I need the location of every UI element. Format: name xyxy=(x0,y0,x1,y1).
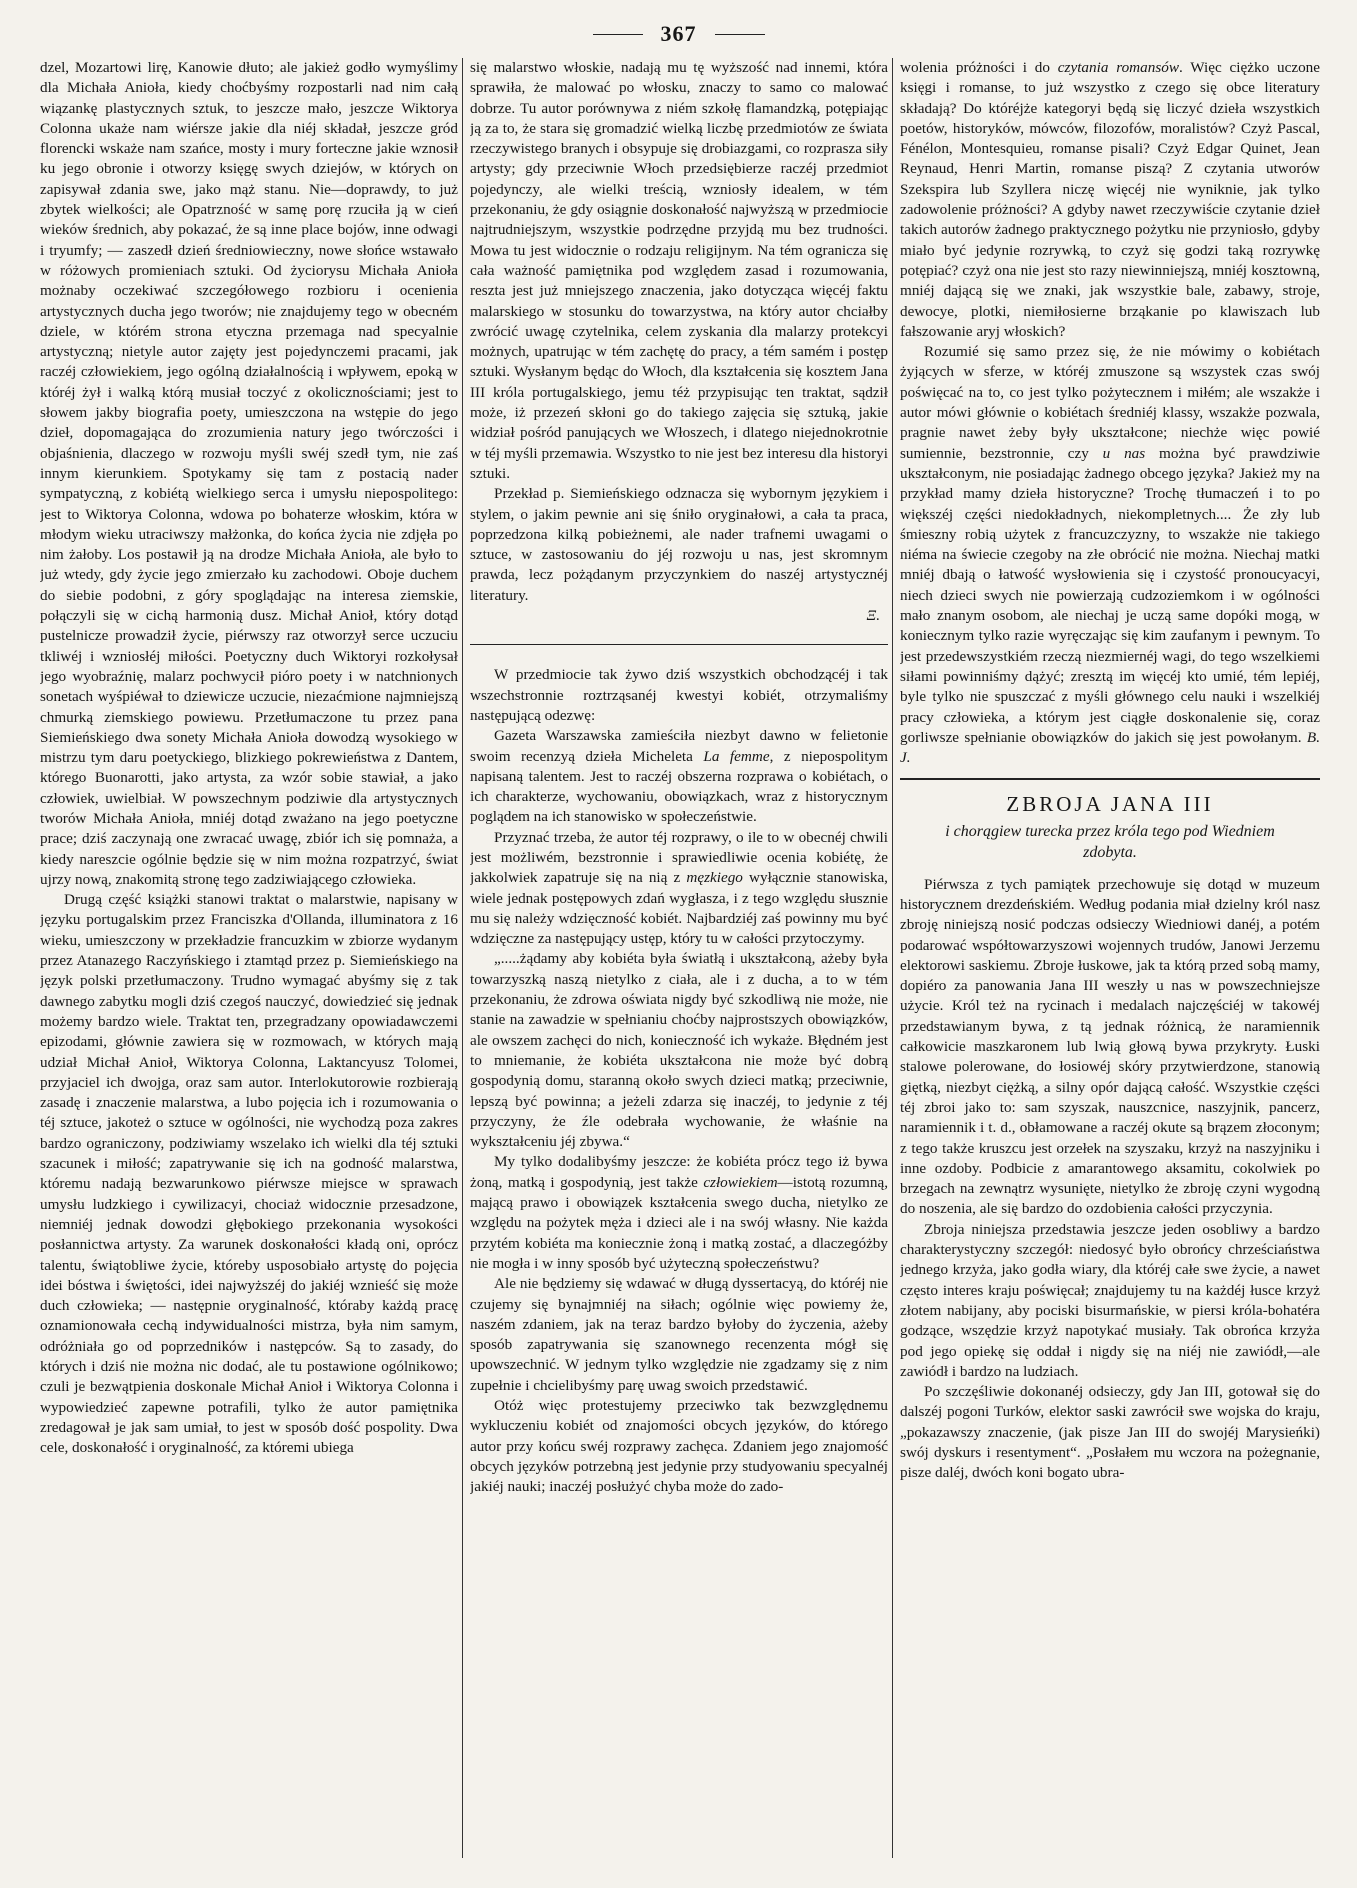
paragraph xyxy=(900,58,1320,342)
column-2 xyxy=(470,58,888,1858)
italic-word: u nas xyxy=(1102,444,1146,462)
paragraph: W przedmiocie tak żywo dziś wszystkich obchodzącéj i tak wszechstronnie roztrząsanéj kwestyi kobiét, otrzymaliśmy następującą odezwę: xyxy=(470,666,888,724)
header-rule-right xyxy=(715,34,765,35)
column-3 xyxy=(900,58,1320,1858)
article-signature: Ξ. xyxy=(866,607,880,625)
page-header xyxy=(0,14,1357,54)
column-1 xyxy=(40,58,458,1858)
article-separator xyxy=(470,644,888,645)
text-run: można być prawdziwie ukształconym, nie posiadając żadnego obcego języka? Jakież my na przykład mamy dzieła historyczne? Trochę tłumaczeń i to po większéj części niedokładnych, niekompletnych.... Że zły lub śmieszny robią użytek z francuzczyzny, to wszakże nie takiego niéma na świecie czegoby na złe obrócić nie można. Niechaj matki mniéj dbają o łatwość wysłowienia się i czystość pronoucyacyi, niech dzieci swych nie powierzają cudzoziemkom i w ogólności mało znanym osobom, ale niechaj je uczą same dopóki mogą, w koniecznym tylko razie wyręczając się kim zaufanym i pewnym. To jest przedewszystkiém rzeczą niezmiernéj wagi, do tego wszelkiemi siłami powinniśmy dążyć; zresztą im więcéj kto umié, tém lepiéj, byle tylko nie spuszczać z myśli głównego celu nauki i wszelkiéj pracy człowieka, a którym jest ciągłe doskonalenie się, coraz gorliwsze spełnianie obowiązków do jakich się jest powołanym. xyxy=(900,444,1320,746)
paragraph xyxy=(470,726,888,827)
column-divider xyxy=(462,58,463,1858)
paragraph: Otóż więc protestujemy przeciwko tak bezwzględnemu wykluczeniu kobiét od znajomości obcych języków, do którego autor przy końcu swéj rozprawy zachęca. Zdaniem jego znajomość obcych języków potrzebną jest jedynie przy studyowaniu specyalnéj jakiéj nauki; inaczéj posłużyć chyba może do zado- xyxy=(470,1397,888,1496)
paragraph xyxy=(470,1152,888,1274)
italic-word: męzkiego xyxy=(686,869,743,887)
text-run: Rozumié się samo przez się, że nie mówimy o kobiétach żyjących w sferze, w któréj zmuszone są wszystek czas swój poświęcać na to, co jest tylko pożytecznem i miłém; ale wszakże i autor mówi głównie o kobiétach średniéj klassy, wszakże pozwala, pragnie nawet żeby były ukształcone; niechże więc powié sumiennie, bezstronnie, czy xyxy=(900,343,1320,462)
text-run: My tylko dodalibyśmy jeszcze: że kobiéta prócz tego iż bywa żoną, matką i gospodynią, jest także xyxy=(470,1153,888,1191)
header-rule-left xyxy=(593,34,643,35)
paragraph: Zbroja niniejsza przedstawia jeszcze jeden osobliwy a bardzo charakterystyczny szczegół: niedosyć było obrońcy chrześciaństwa jednego krzyża, jako godła wiary, dla któréj całe swe życie, a nawet często interes kraju poświęcał; znajdujemy tu na każdéj łusce krzyż złotem nabijany, aby pociski bisurmańskie, w piersi króla-bohatéra godzące, wszędzie krzyż napotykać musiały. Tak obrońca krzyża pod jego opiekę się oddał i nigdy się na niéj nie zawiódł,—ale zawiódł i bardzo na ludziach. xyxy=(900,1220,1320,1380)
text-run: Gazeta Warszawska zamieściła niezbyt dawno w felietonie swoim recenzyą dzieła Micheleta xyxy=(470,727,888,765)
paragraph: dzel, Mozartowi lirę, Kanowie dłuto; ale jakież godło wymyślimy dla Michała Anioła, kiedy choćbyśmy rozpostarli nad nim całą wiązankę plastycznych sztuk, to jeszcze mało, jeszcze Wiktorya Colonna ukaże nam wiérsze jakie dla niéj składał, jeszcze gród florencki wskaże nam szańce, mosty i mury forteczne jakie wznosił ku jego obronie i otworzy księgę swych dziejów, w których on zapisywał zdania swe, jako mąż stanu. Nie—doprawdy, to już zbytek wielkości; ale Opatrzność w samę porę rzuciła ją w cień wieków średnich, aby pokazać, że są inne place bojów, inne odwagi i tryumfy; — zaszedł dzień średniowieczny, nowe słońce wstawało w różowych promieniach sztuki. Od życiorysu Michała Anioła możnaby oczekiwać szczegółowego rozbioru i ocenienia artystycznych ducha jego tworów; nie znajdujemy tego w obecném dziele, w którém strona etyczna przemaga nad specyalnie artystyczną; nietyle autor zajęty jest pojedynczemi pracami, jak raczéj człowiekiem, jego ogólną działalnością i wpływem, epoką w któréj żył i walką którą musiał toczyć z okolicznościami; jest to słowem jakby biografia poety, umieszczona na wstępie do jego dzieł, dopomagająca do zrozumienia natury jego twórczości i objaśnienia, dlaczego w rozwoju myśli swéj szedł tym, nie zaś innym kierunkiem. Spotykamy się tam z postacią nader sympatyczną, z kobiétą wielkiego serca i umysłu niepospolitego: jest to Wiktorya Colonna, wdowa po bohaterze włoskim, która w młodym wieku utraciwszy małżonka, do końca życia nie zdjęła po nim żałoby. Los postawił ją na drodze Michała Anioła, ale było to już wtedy, gdy życie jego zmierzało ku zachodowi. Oboje duchem do siebie podobni, z góry spoglądając na interesa ziemskie, połączyli się w cichą harmonią dusz. Michał Anioł, który dotąd pustelnicze prowadził życie, piérwszy raz otworzył serce uczuciu tkliwéj i wzniosłéj miłości. Poetyczny duch Wiktoryi rozkołysał jego wyobraźnię, malarz pochwycił pióro poety i w natchnionych sonetach wyśpiéwał to dziewicze uczucie, niezaćmione najmniejszą chmurką ziemskiego powiewu. Przetłumaczone tu przez pana Siemieńskiego dwa sonety Michała Anioła dowodzą wysokiego w mistrzu tym daru poetyckiego, blizkiego pokrewieństwa z Dantem, którego Buonarotti, jako artysta, za wzór sobie stawiał, a jako człowiek, uwielbiał. W powszechnym podziwie dla artystycznych tworów Michała Anioła, mniéj dotąd zważano na jego poetyczne prace; dziś zaczynają one zwracać uwagę, zbiór ich się pomnaża, a kiedy nareszcie ogólnie będzie się w nim można rozpatrzyć, świat ujrzy nową, znakomitą stronę tego zadziwiającego człowieka. xyxy=(40,59,458,888)
text-run: , z niepospolitym napisaną talentem. Jest to raczéj obszerna rozprawa o kobiétach, o ich charakterze, wychowaniu, obowiązkach, wraz z historycznym poglądem na ich stanowisko w społeczeństwie. xyxy=(470,747,888,826)
text-run: —istotą rozumną, mającą prawo i obowiązek kształcenia swego ducha, nietylko ze względu na pożytek męża i dzieci ale i na swój własny. Nie każda przytém kobiéta ma koniecznie żoną i matką zostać, a dlaczegóżby nie mogła i w inny sposób być użyteczną społeczeństwu? xyxy=(470,1173,888,1272)
article-signature: B. J. xyxy=(900,728,1320,767)
italic-word: człowiekiem xyxy=(703,1173,778,1191)
text-run: . Więc ciężko uczone księgi i romanse, to już wszystko z czego się obce literatury składają? Do któréjże kategoryi będą się liczyć dzieła wszystkich poetów, historyków, mówców, filozofów, moralistów? Czyż Pascal, Fénélon, Montesquieu, romanse pisali? Czyż Edgar Quinet, Jean Reynaud, Henri Martin, romanse piszą? Z czytania utworów Szekspira lub Szyllera niczę więcéj nie wyniknie, jak tylko zadowolenie próżności? A gdyby nawet rzeczywiście czytanie dzieł takich autorów żadnego praktycznego pożytku nie przyniosło, gdyby miało być jedynie rozrywką, to czyż się godzi taką rozrywkę potępiać? czyż ona nie jest sto razy niewinniejszą, mniéj kosztowną, mniéj dającą się we znaki, jak wszystkie bale, zabawy, stroje, dewocye, plotki, niemiłosierne brząkanie po klawiszach lub fałszowanie aryj włoskich? xyxy=(900,59,1320,340)
paragraph: Po szczęśliwie dokonanéj odsieczy, gdy Jan III, gotował się do dalszéj pogoni Turków, elektor saski zawrócił swe wojska do kraju, „pokazawszy znaczenie, (jak pisze Jan III do swojéj Marysieńki) swój dyskurs i resentyment“. „Posłałem mu wczora na pożegnanie, pisze daléj, dwóch koni bogato ubra- xyxy=(900,1383,1320,1482)
paragraph xyxy=(470,828,888,950)
text-run: wyłącznie stanowiska, wiele jednak postępowych zdań wygłasza, i z tego względu słusznie mu się należy wdzięczność kobiét. Najbardziéj zaś powinny mu być wdzięczne za następujący ustęp, który tu w całości przytoczymy. xyxy=(470,869,888,948)
paragraph: Przekład p. Siemieńskiego odznacza się wybornym językiem i stylem, o jakim pewnie ani się śniło oryginałowi, a cała ta praca, poprzedzona kilką pobieżnemi, ale nader trafnemi uwagami o sztuce, w zastosowaniu do jéj rozwoju u nas, jest skromnym prawda, lecz pożądanym przyczynkiem do naszéj artystycznéj literatury. xyxy=(470,485,888,604)
italic-phrase: czytania romansów xyxy=(1057,59,1179,76)
paragraph: się malarstwo włoskie, nadają mu tę wyższość nad innemi, która sprawiła, że malować po włosku, znaczy to samo co malować dobrze. Tu autor porównywa z niém szkołę flamandzką, potępiając ją za to, że stara się gromadzić wielką liczbę przedmiotów ze świata rzeczywistego branych i obsypuje się drobiazgami, co rozprasza siły artysty; gdy przeciwnie Włoch przedsiębierze raczéj przedmiot pojedynczy, ale wielki treścią, wzniosły idealem, w tém przekonaniu, że gdy osiągnie doskonałość najwyższą w przedmiocie najtrudniejszym, wszystkie podrzędne przyjdą mu bez trudności. Mowa tu jest widocznie o rodzaju religijnym. Na tém ogranicza się cała ważność pamiętnika pod względem zasad i rozumowania, reszta jest już mniejszego znaczenia, jako dotycząca więcéj faktu malarskiego w stosunku do towarzystwa, na który autor chciałby zwrócić uwagę czytelnika, celem zyskania dla malarzy protekcyi możnych, upatrując w tém zachętę do pracy, a tém samém i postęp sztuki. Wysłanym będąc do Włoch, dla kształcenia się kosztem Jana III króla portugalskiego, jemu téż przypisując ten traktat, sądził może, iż przezeń skłoni go do takiego zajęcia się sztuką, jakie widział pośród panujących we Włoszech, i dlatego niejednokrotnie w téj myśli przemawia. Wszystko to nie jest bez interesu dla historyi sztuki. xyxy=(470,59,888,482)
paragraph: Ale nie będziemy się wdawać w długą dyssertacyą, do któréj nie czujemy się bynajmniéj na siłach; ogólnie więc powiemy że, naszém zdaniem, jak na teraz bardzo byłoby do życzenia, ażeby sposób zapatrywania się szanownego recenzenta mógł się upowszechnić. W jednym tylko względzie nie zgadzamy się z nim zupełnie i chcielibyśmy parę uwag swoich przedstawić. xyxy=(470,1275,888,1394)
text-run: Przyznać trzeba, że autor téj rozprawy, o ile to w obecnéj chwili jest możliwém, bezstronnie i sprawiedliwie ocenia kobiétę, że jakkolwiek zapatruje się na nią z xyxy=(470,828,888,887)
article-title: ZBROJA JANA III xyxy=(1006,792,1214,817)
article-separator xyxy=(900,778,1320,780)
paragraph: Piérwsza z tych pamiątek przechowuje się dotąd w muzeum historycznem drezdeńskiém. Według podania miał dzielny król nasz zbroję niniejszą nosić podczas odsieczy Wiedniowi danéj, a potém podarować współtowarzyszowi wojennych trudów, Janowi Jerzemu elektorowi saskiemu. Zbroje łuskowe, jak ta którą przed sobą mamy, dopiéro za panowania Jana III weszły u nas w powszechniejsze użycie. Król też na rycinach i medalach najczęściéj w takowéj przedstawianym bywa, z tą jednak różnicą, że naramiennik całkowicie maszkaronem lub lwią głową bywa przykryty. Łuski stalowe polerowane, do łosiowéj skóry przytwierdzone, stanowią giętką, niezbyt ciężką, a silny opór dającą całość. Wszystkie części téj zbroi jako to: sam szyszak, nauszcnice, naszyjnik, pancerz, naramiennik i t. d., obłamowane a raczéj okute są brązem złoconym; z tego także kruszcu jest orzełek na szyszaku, krzyż na naszyjniku i inne ozdoby. Podbicie z amarantowego aksamitu, cokolwiek po brzegach na zewnątrz wysunięte, nietylko że zbroję czyni wygodną do noszenia, ale się bardzo do ozdobienia całości przyczynia. xyxy=(900,875,1320,1218)
quotation: „.....żądamy aby kobiéta była światłą i ukształconą, ażeby była towarzyszką naszą nietylko z ciała, ale i z ducha, a to w tém przekonaniu, że zdrowa oświata nigdy być szkodliwą nie może, nie stanie na zawadzie w spełnianiu choćby najprostszych obowiązków, ale owszem zachęci do nich, konieczność ich wykaże. Błędném jest to mniemanie, że kobiéta ukształcona nie może być dobrą gospodynią domu, staranną około swych dzieci matką; przeciwnie, lepszą być powinna; a jeżeli zdarza się inaczéj, to jedynie z téj przyczyny, że źle odebrała wychowanie, że właśnie na wykształceniu jéj zbywa.“ xyxy=(470,950,888,1151)
italic-title: La femme xyxy=(703,747,770,765)
paragraph xyxy=(900,342,1320,768)
article-subtitle: i chorągiew turecka przez króla tego pod Wiedniem zdobyta. xyxy=(945,822,1275,861)
page-number: 367 xyxy=(660,21,697,46)
column-divider xyxy=(892,58,893,1858)
paragraph: Drugą część książki stanowi traktat o malarstwie, napisany w języku portugalskim przez Franciszka d'Ollanda, illuminatora z 16 wieku, umieszczony w przekładzie francuzkim w zbiorze wydanym przez Atanazego Raczyńskiego i ztamtąd przez p. Siemieńskiego na język polski przetłumaczony. Trudno wymagać abyśmy się z tak dawnego zabytku mogli dziś czegoś nauczyć, dowiedzieć się jednak możemy bardzo wiele. Traktat ten, przegradzany opowiadawczemi epizodami, głównie zawiera się w rozmowach, w których mają udział Michał Anioł, Wiktorya Colonna, Laktancyusz Tolomei, przyjaciel ich dwojga, oraz sam autor. Interlokutorowie rozbierają zasadę i znaczenie malarstwa, a lubo pojęcia ich i rozumowania o téj sztuce, jakoteż o sztuce w ogólności, nie wychodzą poza zakres bardzo ograniczony, podziwiamy wszelako ich wielki dla téj sztuki szacunek i miłość; zapatrywanie się ich na godność malarstwa, któremu nadają bezwarunkowo piérwsze miejsce w sprawach umysłu ludzkiego i cywilizacyi, chociaż widocznie przesadzone, niemniéj jednak dowodzi głębokiego przekonania wysokości posłannictwa artysty. Za warunek doskonałości kładą oni, oprócz talentu, świątobliwe życie, któreby usposobiało artystę do pojęcia idei bóstwa i świętości, idei najwyższéj do jakiéj wznieść się może duch człowieka; — następnie oryginalność, któraby każdą pracę oznamionowała cechą indywidualności mistrza, była nim samym, odróżniała go od poprzedników i następców. Są to zasady, do których i dziś nie można nic dodać, ale tu postawione ogólnikowo; czuli je bezwątpienia doskonale Michał Anioł i Wiktorya Colonna i wypowiedzieć zapewne potrafili, tylko że autor pamiętnika zredagował je jak sam umiał, to jest w sposób dość pospolity. Dwa cele, doskonałość i oryginalność, za któremi ubiega xyxy=(40,891,458,1457)
text-run: wolenia próżności i do xyxy=(900,59,1058,76)
